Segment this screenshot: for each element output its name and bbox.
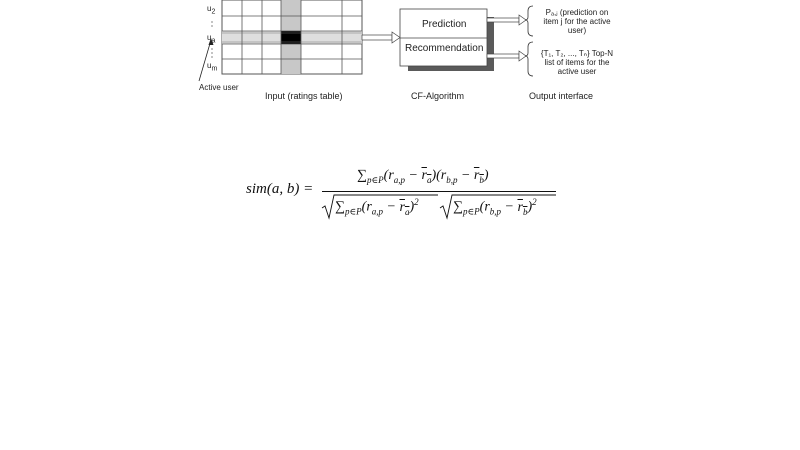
diagram-graphics bbox=[0, 0, 800, 110]
formula-lhs: sim(a, b) = bbox=[246, 181, 314, 197]
formula-denominator-left: $\sum_{p\in P}(r_{a,p} - r_a)^2$ bbox=[335, 197, 419, 217]
row-label-u2: $u_2$ bbox=[207, 4, 216, 16]
input-caption: Input (ratings table) bbox=[265, 91, 343, 101]
row-label-um: $u_m$ bbox=[207, 61, 218, 73]
algorithm-caption: CF-Algorithm bbox=[411, 91, 465, 101]
active-user-label: Active user bbox=[199, 83, 239, 92]
arrow-table-to-algorithm bbox=[362, 32, 400, 43]
prediction-label: Prediction bbox=[422, 19, 467, 30]
formula-denominator-right: $\sum_{p\in P}(r_{b,p} - r_b)^2$ bbox=[453, 197, 537, 217]
prediction-output-text: Pₐ,ⱼ (prediction on item j for the active user) bbox=[543, 8, 611, 35]
formula-numerator: $\sum_{p\in P}(r_{a,p} - r_a)(r_{b,p} - r_b)$ bbox=[357, 168, 489, 185]
recommendation-label: Recommendation bbox=[405, 43, 484, 54]
ratings-table bbox=[222, 0, 362, 74]
output-caption: Output interface bbox=[529, 91, 594, 101]
row-label-ua: $u_a$ bbox=[207, 33, 216, 45]
topn-output-text: {T₁, T₂, ..., Tₙ} Top-N list of items for the active user bbox=[540, 49, 614, 76]
